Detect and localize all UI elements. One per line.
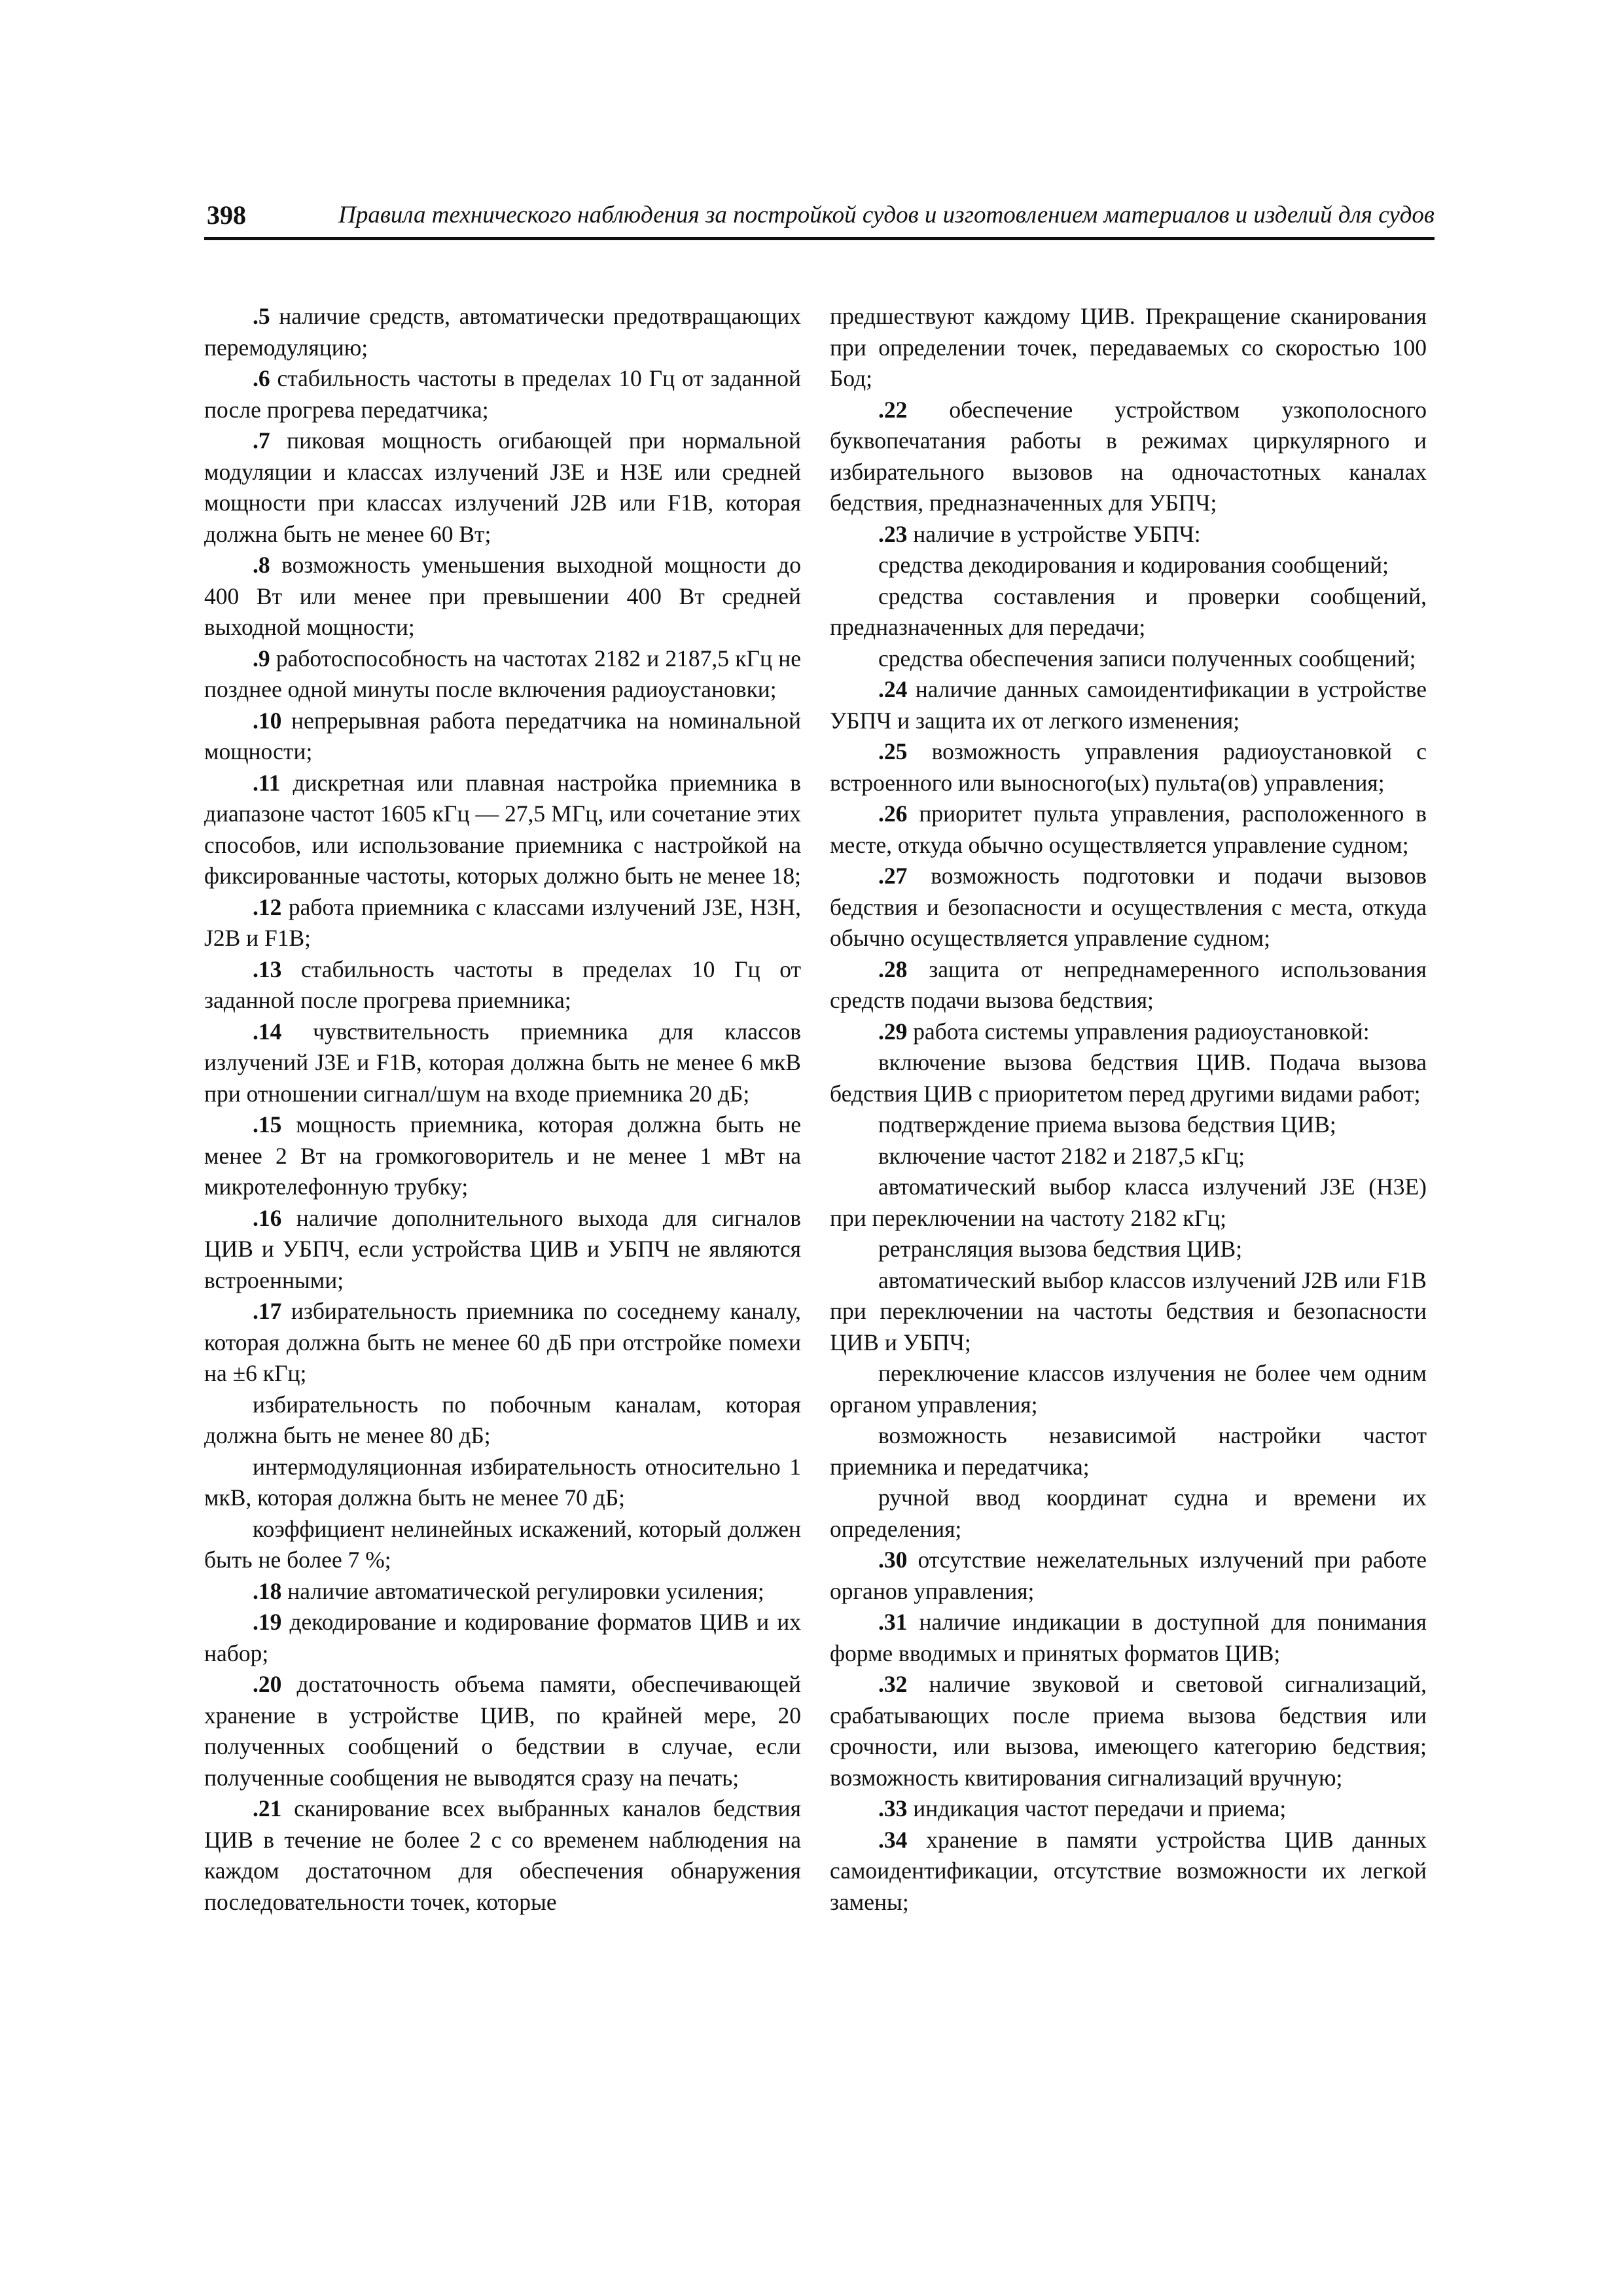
item-text: защита от непреднамеренного использования средств подачи вызова бедствия; (830, 956, 1427, 1013)
item-text: чувствительность приемника для классов излучений J3E и F1B, которая должна быть не менее 6 мкВ при отношении сигнал/шум на входе приемника 20 дБ; (204, 1018, 801, 1107)
item-number: .34 (878, 1826, 908, 1853)
item-number: .26 (878, 800, 908, 827)
paragraph (830, 1545, 1427, 1607)
item-number: .31 (878, 1609, 908, 1635)
item-text: средства составления и проверки сообщений, предназначенных для передачи; (830, 583, 1427, 640)
paragraph (204, 363, 801, 425)
item-text: непрерывная работа передатчика на номинальной мощности; (204, 707, 801, 764)
paragraph (830, 519, 1427, 550)
paragraph (830, 581, 1427, 643)
item-text: отсутствие нежелательных излучений при работе органов управления; (830, 1547, 1427, 1604)
item-text: предшествуют каждому ЦИВ. Прекращение сканирования при определении точек, передаваемых со скоростью 100 Бод; (830, 303, 1427, 391)
paragraph (204, 706, 801, 768)
page-header (204, 196, 1435, 240)
item-text: стабильность частоты в пределах 10 Гц от заданной после прогрева передатчика; (204, 365, 801, 423)
item-text: наличие автоматической регулировки усиления; (281, 1577, 764, 1604)
item-text: наличие в устройстве УБПЧ: (907, 520, 1201, 547)
item-text: приоритет пульта управления, расположенного в месте, откуда обычно осуществляется управление судном; (830, 800, 1427, 858)
item-number: .15 (253, 1111, 282, 1138)
paragraph (204, 425, 801, 550)
item-text: подтверждение приема вызова бедствия ЦИВ; (878, 1111, 1336, 1138)
paragraph (204, 1109, 801, 1203)
item-number: .12 (253, 893, 282, 920)
paragraph (830, 395, 1427, 519)
paragraph (830, 1358, 1427, 1420)
paragraph (204, 954, 801, 1016)
paragraph (830, 1141, 1427, 1172)
item-text: наличие данных самоидентификации в устройстве УБПЧ и защита их от легкого изменения; (830, 676, 1427, 734)
item-text: избирательность по побочным каналам, которая должна быть не менее 80 дБ; (204, 1391, 801, 1448)
item-number: .7 (253, 427, 270, 454)
item-number: .23 (878, 520, 908, 547)
item-text: возможность подготовки и подачи вызовов бедствия и безопасности и осуществления с места, откуда обычно осуществляется управление судном; (830, 863, 1427, 951)
item-text: ручной ввод координат судна и времени их определения; (830, 1484, 1427, 1542)
paragraph (830, 1420, 1427, 1482)
item-number: .11 (253, 769, 281, 796)
item-number: .33 (878, 1795, 908, 1821)
paragraph (830, 1047, 1427, 1109)
item-text: интермодуляционная избирательность относительно 1 мкВ, которая должна быть не менее 70 дБ; (204, 1453, 801, 1511)
item-text: возможность уменьшения выходной мощности до 400 Вт или менее при превышении 400 Вт средней выходной мощности; (204, 552, 801, 640)
paragraph (830, 1109, 1427, 1141)
item-number: .30 (878, 1547, 908, 1573)
paragraph (204, 1203, 801, 1297)
item-text: ретрансляция вызова бедствия ЦИВ; (878, 1236, 1243, 1262)
paragraph (830, 954, 1427, 1016)
item-number: .20 (253, 1671, 282, 1697)
item-text: наличие дополнительного выхода для сигналов ЦИВ и УБПЧ, если устройства ЦИВ и УБПЧ не являются встроенными; (204, 1204, 801, 1293)
item-text: коэффициент нелинейных искажений, который должен быть не более 7 %; (204, 1515, 801, 1573)
paragraph (204, 1607, 801, 1669)
item-text: наличие индикации в доступной для понимания форме вводимых и принятых форматов ЦИВ; (830, 1609, 1427, 1666)
item-text: работа системы управления радиоустановкой: (907, 1018, 1370, 1045)
item-number: .5 (253, 303, 270, 329)
item-text: наличие средств, автоматически предотвращающих перемодуляцию; (204, 303, 801, 361)
paragraph (204, 301, 801, 363)
paragraph (830, 736, 1427, 798)
paragraph (830, 861, 1427, 954)
paragraph (830, 1669, 1427, 1793)
item-text: хранение в памяти устройства ЦИВ данных самоидентификации, отсутствие возможности их легкой замены; (830, 1826, 1427, 1915)
paragraph (204, 768, 801, 892)
item-text: автоматический выбор класса излучений J3E (H3E) при переключении на частоту 2182 кГц; (830, 1174, 1427, 1231)
paragraph (830, 1016, 1427, 1048)
item-number: .9 (253, 645, 270, 672)
running-title: Правила технического наблюдения за постройкой судов и изготовлением материалов и изделий для судов (338, 202, 1435, 228)
item-text: стабильность частоты в пределах 10 Гц от заданной после прогрева приемника; (204, 956, 801, 1013)
paragraph (204, 550, 801, 643)
item-text: включение вызова бедствия ЦИВ. Подача вызова бедствия ЦИВ с приоритетом перед другими видами работ; (830, 1049, 1427, 1107)
item-number: .21 (253, 1795, 282, 1821)
paragraph (830, 643, 1427, 675)
item-text: возможность управления радиоустановкой с встроенного или выносного(ых) пульта(ов) управления; (830, 738, 1427, 796)
item-text: автоматический выбор классов излучений J2B или F1B при переключении на частоты бедствия и безопасности ЦИВ и УБПЧ; (830, 1266, 1427, 1355)
item-number: .28 (878, 956, 908, 982)
item-text: работоспособность на частотах 2182 и 2187,5 кГц не позднее одной минуты после включения радиоустановки; (204, 645, 801, 702)
left-text-column (204, 301, 801, 1918)
item-text: декодирование и кодирование форматов ЦИВ и их набор; (204, 1609, 801, 1666)
paragraph (830, 1234, 1427, 1265)
item-text: достаточность объема памяти, обеспечивающей хранение в устройстве ЦИВ, по крайней мере, 20 полученных сообщений о бедствии в случае, если полученные сообщения не выводятся сразу на печать; (204, 1671, 801, 1791)
paragraph (204, 1296, 801, 1390)
paragraph (830, 1825, 1427, 1918)
page-number: 398 (207, 200, 246, 230)
paragraph (830, 1607, 1427, 1669)
item-text: средства обеспечения записи полученных сообщений; (878, 645, 1416, 672)
item-number: .8 (253, 552, 270, 578)
item-number: .16 (253, 1204, 282, 1231)
item-number: .13 (253, 956, 282, 982)
item-number: .27 (878, 863, 908, 889)
item-number: .19 (253, 1609, 282, 1635)
item-text: сканирование всех выбранных каналов бедствия ЦИВ в течение не более 2 с со временем наблюдения на каждом достаточном для обеспечения обнаружения последовательности точек, которые (204, 1795, 801, 1915)
paragraph (830, 1265, 1427, 1359)
item-text: индикация частот передачи и приема; (907, 1795, 1287, 1821)
right-text-column (830, 301, 1427, 1918)
item-text: наличие звуковой и световой сигнализаций, срабатывающих после приема вызова бедствия или срочности, или вызова, имеющего категорию бедствия; возможность квитирования сигнализаций вручную; (830, 1671, 1427, 1791)
paragraph (204, 643, 801, 706)
paragraph (830, 550, 1427, 581)
item-text: дискретная или плавная настройка приемника в диапазоне частот 1605 кГц — 27,5 МГц, или сочетание этих способов, или использование приемника с настройкой на фиксированные частоты, которых должно быть не менее 18; (204, 769, 802, 889)
item-text: обеспечение устройством узкополосного буквопечатания работы в режимах циркулярного и избирательного вызовов на одночастотных каналах бедствия, предназначенных для УБПЧ; (830, 396, 1427, 516)
paragraph (830, 1172, 1427, 1234)
item-number: .24 (878, 676, 908, 702)
item-text: переключение классов излучения не более чем одним органом управления; (830, 1360, 1427, 1418)
paragraph (204, 1514, 801, 1576)
paragraph (830, 301, 1427, 395)
item-text: избирательность приемника по соседнему каналу, которая должна быть не менее 60 дБ при отстройке помехи на ±6 кГц; (204, 1298, 801, 1386)
paragraph (204, 1669, 801, 1793)
paragraph (830, 1482, 1427, 1545)
paragraph (204, 1452, 801, 1514)
paragraph (204, 1390, 801, 1452)
paragraph (830, 798, 1427, 861)
item-number: .32 (878, 1671, 908, 1697)
item-number: .14 (253, 1018, 282, 1045)
item-number: .10 (253, 707, 282, 734)
item-text: пиковая мощность огибающей при нормальной модуляции и классах излучений J3E и H3E или средней мощности при классах излучений J2B или F1B, которая должна быть не менее 60 Вт; (204, 427, 801, 547)
item-text: возможность независимой настройки частот приемника и передатчика; (830, 1422, 1427, 1480)
item-number: .22 (878, 396, 908, 423)
item-number: .25 (878, 738, 908, 764)
paragraph (830, 674, 1427, 736)
paragraph (204, 1016, 801, 1110)
paragraph (204, 892, 801, 954)
paragraph (204, 1576, 801, 1607)
item-text: средства декодирования и кодирования сообщений; (878, 552, 1389, 578)
item-number: .17 (253, 1298, 282, 1324)
item-number: .29 (878, 1018, 908, 1045)
item-number: .6 (253, 365, 270, 391)
item-text: мощность приемника, которая должна быть не менее 2 Вт на громкоговоритель и не менее 1 мВт на микротелефонную трубку; (204, 1111, 801, 1200)
item-number: .18 (253, 1577, 282, 1604)
item-text: работа приемника с классами излучений J3E, H3H, J2B и F1B; (204, 893, 801, 951)
item-text: включение частот 2182 и 2187,5 кГц; (878, 1142, 1245, 1169)
paragraph (830, 1793, 1427, 1825)
paragraph (204, 1793, 801, 1918)
